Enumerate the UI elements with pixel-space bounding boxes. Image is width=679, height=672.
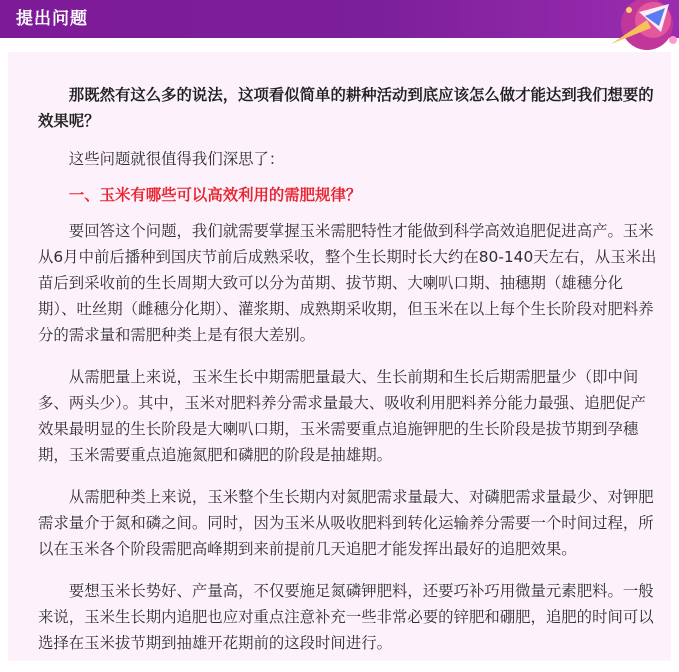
section-header-bar bbox=[0, 0, 679, 38]
paragraph-2: 从需肥量上来说，玉米生长中期需肥量最大、生长前期和生长后期需肥量少（即中间多、两头少）。其中，玉米对肥料养分需求量最大、吸收利用肥料养分能力最强、追肥促产效果最明显的生长阶段是大喇叭口期，玉米需要重点追施钾肥的生长阶段是拔节期到孕穗期，玉米需要重点追施氮肥和磷肥的阶段是抽雄期。 bbox=[38, 368, 646, 464]
section-heading: 一、玉米有哪些可以高效利用的需肥规律？ bbox=[68, 186, 362, 204]
paragraph-4: 要想玉米长势好、产量高，不仅要施足氮磷钾肥料，还要巧补巧用微量元素肥料。一般来说，玉米生长期内追肥也应对重点注意补充一些非常必要的锌肥和硼肥，追肥的时间可以选择在玉米拔节期到抽雄开花期前的这段时间进行。 bbox=[38, 582, 654, 652]
intro-text: 这些问题就很值得我们深思了： bbox=[68, 150, 285, 168]
section-title: 提出问题 bbox=[16, 9, 88, 29]
paragraph-3: 从需肥种类上来说，玉米整个生长期内对氮肥需求量最大、对磷肥需求量最少、对钾肥需求量介于氮和磷之间。同时，因为玉米从吸收肥料到转化运输养分需要一个时间过程，所以在玉米各个阶段需肥高峰期到来前提前几天追肥才能发挥出最好的追肥效果。 bbox=[38, 488, 654, 558]
paragraph-1: 要回答这个问题，我们就需要掌握玉米需肥特性才能做到科学高效追肥促进高产。玉米从6月中前后播种到国庆节前后成熟采收，整个生长期时长大约在80-140天左右，从玉米出苗后到采收前的生长周期大致可以分为苗期、拔节期、大喇叭口期、抽穗期（雄穗分化期）、吐丝期（雌穗分化期）、灌浆期、成熟期采收期，但玉米在以上每个生长阶段对肥料养分的需求量和需肥种类上是有很大差别。 bbox=[38, 222, 657, 344]
lead-question: 那既然有这么多的说法，这项看似简单的耕种活动到底应该怎么做才能达到我们想要的效果呢？ bbox=[38, 86, 654, 130]
article-body bbox=[38, 82, 658, 672]
article-card bbox=[8, 52, 671, 661]
rocket-arrow-icon bbox=[589, 0, 679, 50]
